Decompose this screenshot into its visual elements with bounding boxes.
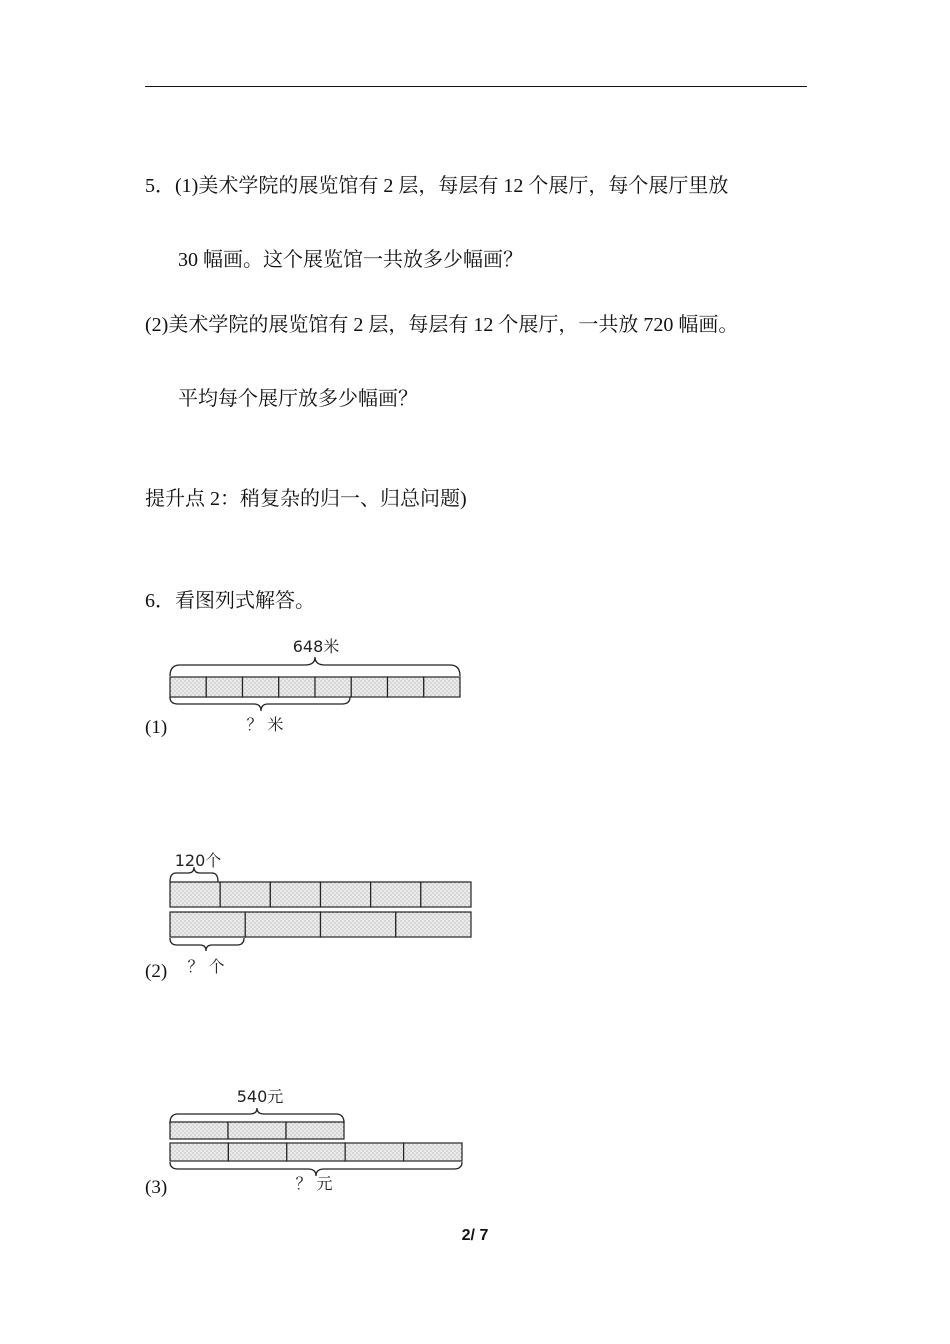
fig1-bar-segment xyxy=(279,677,315,697)
fig1-bottom-brace xyxy=(170,697,350,711)
fig2-bottom-label: ？ 个 xyxy=(187,957,225,976)
fig2-bar-row1 xyxy=(170,882,471,907)
fig2-row1-segment xyxy=(270,882,320,907)
fig3-top-brace xyxy=(170,1108,344,1123)
fig3-bar-row2 xyxy=(170,1143,462,1161)
section-heading: 提升点 2：稍复杂的归一、归总问题) xyxy=(145,488,467,510)
fig3-row2-segment xyxy=(287,1143,345,1161)
fig2-bottom-brace xyxy=(170,938,244,951)
fig1-bar-segment xyxy=(315,677,351,697)
fig3-bottom-label: ？ 元 xyxy=(295,1174,333,1193)
fig1-top-brace xyxy=(170,657,460,676)
fig2-top-label: 120个 xyxy=(174,851,222,870)
fig3-row2-segment xyxy=(345,1143,403,1161)
fig1-bottom-label: ？ 米 xyxy=(246,715,284,734)
fig1-bar-segment xyxy=(243,677,279,697)
fig2-row2-segment xyxy=(170,912,245,937)
fig1-bar-segment xyxy=(206,677,242,697)
fig2-label: (2) xyxy=(145,961,168,982)
fig1-bar-segment xyxy=(424,677,460,697)
fig3-row1-segment xyxy=(286,1122,344,1139)
fig3-row2-segment xyxy=(228,1143,286,1161)
q5-part2-line1: (2)美术学院的展览馆有 2 层，每层有 12 个展厅，一共放 720 幅画。 xyxy=(145,314,739,336)
fig2-row1-segment xyxy=(371,882,421,907)
fig3-row1-segment xyxy=(170,1122,228,1139)
fig3-label: (3) xyxy=(145,1177,168,1198)
fig3-top-label: 540元 xyxy=(236,1087,284,1106)
fig1-bar xyxy=(170,677,460,697)
q6-title: 6．看图列式解答。 xyxy=(145,590,315,612)
fig3-row2-segment xyxy=(170,1143,228,1161)
figure-3 xyxy=(170,1087,462,1193)
fig2-bar-row2 xyxy=(170,912,471,937)
fig1-bar-segment xyxy=(170,677,206,697)
figure-1 xyxy=(170,637,460,734)
fig1-top-label: 648米 xyxy=(292,637,340,656)
fig2-row2-segment xyxy=(321,912,396,937)
fig3-row2-segment xyxy=(404,1143,462,1161)
figure-2 xyxy=(170,851,471,976)
page-number: 2/ 7 xyxy=(461,1227,489,1244)
fig2-row2-segment xyxy=(245,912,320,937)
q5-part2-line2: 平均每个展厅放多少幅画？ xyxy=(178,388,418,410)
fig3-row1-segment xyxy=(228,1122,286,1139)
fig1-label: (1) xyxy=(145,717,168,738)
q5-part1-line2: 30 幅画。这个展览馆一共放多少幅画？ xyxy=(178,249,523,271)
fig1-bar-segment xyxy=(388,677,424,697)
fig1-bar-segment xyxy=(351,677,387,697)
fig2-row1-segment xyxy=(220,882,270,907)
fig2-row1-segment xyxy=(321,882,371,907)
fig2-row1-segment xyxy=(421,882,471,907)
fig2-row2-segment xyxy=(396,912,471,937)
fig3-bar-row1 xyxy=(170,1122,344,1139)
q5-part1-line1: 5．(1)美术学院的展览馆有 2 层，每层有 12 个展厅，每个展厅里放 xyxy=(145,175,729,197)
fig2-row1-segment xyxy=(170,882,220,907)
